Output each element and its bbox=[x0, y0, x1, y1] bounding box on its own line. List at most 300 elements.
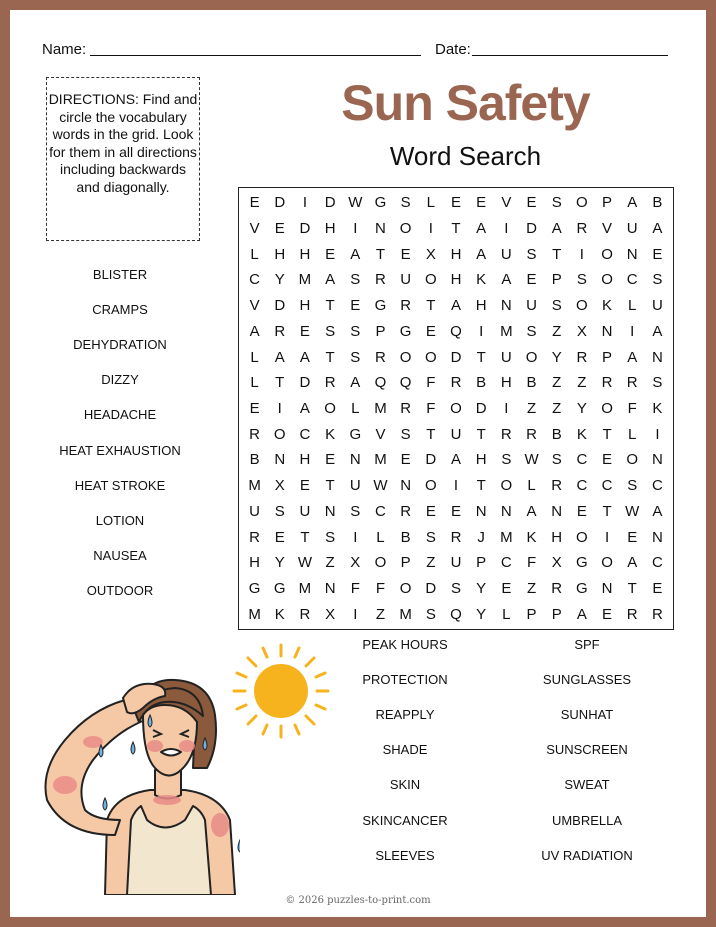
grid-cell[interactable]: I bbox=[277, 399, 282, 417]
grid-cell[interactable]: Y bbox=[476, 579, 487, 597]
grid-cell[interactable]: B bbox=[249, 451, 260, 469]
grid-cell[interactable]: I bbox=[630, 322, 635, 340]
grid-cell[interactable]: T bbox=[325, 297, 335, 315]
grid-cell[interactable]: I bbox=[604, 528, 610, 546]
grid-cell[interactable]: E bbox=[602, 451, 613, 469]
grid-cell[interactable]: V bbox=[249, 220, 260, 238]
grid-cell[interactable]: W bbox=[373, 477, 388, 495]
grid-cell[interactable]: T bbox=[552, 245, 562, 263]
grid-cell[interactable]: O bbox=[626, 451, 639, 469]
grid-cell[interactable]: I bbox=[428, 220, 433, 238]
word-list-item: SKINCANCER bbox=[362, 812, 448, 828]
grid-cell[interactable]: Z bbox=[526, 399, 537, 417]
grid-cell[interactable]: A bbox=[501, 271, 512, 289]
grid-cell[interactable]: P bbox=[476, 554, 487, 572]
grid-cell[interactable]: Z bbox=[426, 554, 436, 572]
grid-cell[interactable]: T bbox=[426, 297, 436, 315]
grid-cell[interactable]: X bbox=[425, 245, 436, 263]
grid-cell[interactable]: O bbox=[399, 220, 412, 238]
grid-cell[interactable]: C bbox=[500, 554, 512, 572]
grid-cell[interactable]: E bbox=[274, 220, 285, 238]
grid-cell[interactable]: E bbox=[325, 451, 336, 469]
grid-cell[interactable]: S bbox=[551, 451, 562, 469]
word-list-item: REAPPLY bbox=[375, 707, 435, 723]
grid-cell[interactable]: F bbox=[375, 579, 386, 597]
grid-cell[interactable]: G bbox=[374, 297, 387, 315]
grid-cell[interactable]: K bbox=[476, 271, 487, 289]
grid-cell[interactable]: E bbox=[576, 502, 587, 520]
grid-cell[interactable]: G bbox=[273, 579, 286, 597]
grid-cell[interactable]: T bbox=[476, 477, 486, 495]
grid-cell[interactable]: R bbox=[576, 348, 588, 366]
grid-cell[interactable]: W bbox=[348, 194, 363, 212]
grid-cell[interactable]: K bbox=[274, 605, 285, 623]
grid-cell[interactable]: O bbox=[576, 297, 588, 315]
grid-cell[interactable]: N bbox=[551, 502, 563, 520]
grid-cell[interactable]: A bbox=[325, 271, 336, 289]
grid-cell[interactable]: U bbox=[500, 245, 512, 263]
grid-cell[interactable]: N bbox=[475, 502, 487, 520]
grid-cell[interactable]: R bbox=[576, 220, 588, 238]
grid-cell[interactable]: S bbox=[274, 502, 285, 520]
grid-cell[interactable]: V bbox=[249, 297, 260, 315]
grid-cell[interactable]: A bbox=[450, 451, 461, 469]
grid-cell[interactable]: S bbox=[450, 579, 461, 597]
grid-cell[interactable]: D bbox=[475, 399, 487, 417]
grid-cell[interactable]: S bbox=[425, 605, 436, 623]
grid-cell[interactable]: Y bbox=[576, 399, 587, 417]
grid-cell[interactable]: I bbox=[579, 245, 584, 263]
grid-cell[interactable]: S bbox=[526, 245, 537, 263]
grid-cell[interactable]: G bbox=[349, 425, 362, 443]
grid-cell[interactable]: E bbox=[450, 502, 461, 520]
grid-cell[interactable]: R bbox=[651, 605, 663, 623]
grid-cell[interactable]: N bbox=[274, 451, 286, 469]
grid-cell[interactable]: Y bbox=[551, 348, 562, 366]
grid-cell[interactable]: S bbox=[652, 271, 663, 289]
grid-cell[interactable]: C bbox=[651, 477, 663, 495]
grid-cell[interactable]: S bbox=[627, 477, 638, 495]
grid-cell[interactable]: O bbox=[374, 554, 387, 572]
grid-cell[interactable]: T bbox=[602, 425, 612, 443]
grid-cell[interactable]: Y bbox=[274, 271, 285, 289]
grid-cell[interactable]: R bbox=[324, 374, 336, 392]
grid-cell[interactable]: U bbox=[626, 220, 638, 238]
grid-cell[interactable]: M bbox=[399, 605, 412, 623]
grid-cell[interactable]: S bbox=[350, 322, 361, 340]
grid-cell[interactable]: E bbox=[627, 528, 638, 546]
grid-cell[interactable]: K bbox=[652, 399, 663, 417]
grid-cell[interactable]: Q bbox=[450, 605, 462, 623]
grid-cell[interactable]: E bbox=[602, 605, 613, 623]
grid-cell[interactable]: T bbox=[451, 220, 461, 238]
grid-cell[interactable]: A bbox=[299, 348, 310, 366]
grid-cell[interactable]: H bbox=[299, 297, 311, 315]
grid-cell[interactable]: Y bbox=[274, 554, 285, 572]
grid-cell[interactable]: E bbox=[652, 245, 663, 263]
word-list-item: PROTECTION bbox=[362, 672, 448, 688]
grid-cell[interactable]: S bbox=[325, 322, 336, 340]
grid-cell[interactable]: Q bbox=[399, 374, 412, 392]
grid-cell[interactable]: M bbox=[500, 528, 513, 546]
grid-cell[interactable]: F bbox=[526, 554, 537, 572]
date-line[interactable] bbox=[472, 55, 668, 56]
grid-cell[interactable]: Z bbox=[375, 605, 386, 623]
grid-cell[interactable]: E bbox=[400, 245, 411, 263]
grid-cell[interactable]: E bbox=[299, 477, 310, 495]
grid-cell[interactable]: I bbox=[479, 322, 484, 340]
grid-cell[interactable]: E bbox=[526, 271, 537, 289]
grid-cell[interactable]: D bbox=[299, 220, 311, 238]
grid-cell[interactable]: O bbox=[399, 348, 412, 366]
grid-cell[interactable]: Q bbox=[450, 322, 462, 340]
grid-cell[interactable]: K bbox=[325, 425, 336, 443]
grid-cell[interactable]: R bbox=[551, 579, 563, 597]
grid-cell[interactable]: S bbox=[400, 425, 411, 443]
grid-cell[interactable]: E bbox=[249, 194, 260, 212]
grid-cell[interactable]: D bbox=[274, 194, 286, 212]
grid-cell[interactable]: E bbox=[450, 194, 461, 212]
grid-cell[interactable]: D bbox=[274, 297, 286, 315]
grid-cell[interactable]: N bbox=[375, 220, 386, 238]
grid-cell[interactable]: E bbox=[501, 579, 512, 597]
grid-cell[interactable]: R bbox=[450, 528, 462, 546]
grid-cell[interactable]: O bbox=[500, 477, 513, 495]
grid-cell[interactable]: U bbox=[349, 477, 361, 495]
grid-cell[interactable]: K bbox=[602, 297, 613, 315]
grid-cell[interactable]: U bbox=[500, 348, 512, 366]
grid-cell[interactable]: N bbox=[601, 322, 613, 340]
grid-cell[interactable]: H bbox=[475, 297, 487, 315]
grid-cell[interactable]: L bbox=[502, 605, 511, 623]
grid-cell[interactable]: S bbox=[501, 451, 512, 469]
grid-cell[interactable]: A bbox=[652, 220, 663, 238]
grid-cell[interactable]: Z bbox=[325, 554, 335, 572]
grid-cell[interactable]: I bbox=[353, 528, 358, 546]
grid-cell[interactable]: K bbox=[576, 425, 587, 443]
grid-cell[interactable]: S bbox=[425, 528, 436, 546]
grid-cell[interactable]: R bbox=[400, 502, 412, 520]
grid-cell[interactable]: X bbox=[551, 554, 562, 572]
grid-cell[interactable]: H bbox=[475, 451, 487, 469]
grid-cell[interactable]: P bbox=[526, 605, 537, 623]
grid-cell[interactable]: M bbox=[374, 451, 387, 469]
grid-cell[interactable]: H bbox=[299, 245, 311, 263]
grid-cell[interactable]: T bbox=[375, 245, 386, 263]
grid-cell[interactable]: Z bbox=[552, 399, 562, 417]
grid-cell[interactable]: X bbox=[350, 554, 361, 572]
grid-cell[interactable]: L bbox=[426, 194, 435, 212]
grid-cell[interactable]: O bbox=[525, 348, 538, 366]
grid-cell[interactable]: R bbox=[450, 374, 462, 392]
grid-cell[interactable]: V bbox=[602, 220, 613, 238]
grid-cell[interactable]: E bbox=[425, 322, 436, 340]
word-list-item: SHADE bbox=[382, 742, 428, 758]
grid-cell[interactable]: G bbox=[399, 322, 412, 340]
grid-cell[interactable]: L bbox=[376, 528, 385, 546]
grid-cell[interactable]: E bbox=[274, 528, 285, 546]
grid-cell[interactable]: A bbox=[652, 322, 663, 340]
grid-cell[interactable]: B bbox=[400, 528, 411, 546]
grid-cell[interactable]: X bbox=[274, 477, 285, 495]
grid-cell[interactable]: L bbox=[351, 399, 360, 417]
grid-cell[interactable]: I bbox=[353, 605, 358, 623]
grid-cell[interactable]: M bbox=[248, 605, 261, 623]
grid-cell[interactable]: A bbox=[350, 374, 361, 392]
grid-cell[interactable]: P bbox=[602, 348, 613, 366]
grid-cell[interactable]: F bbox=[426, 399, 436, 417]
grid-cell[interactable]: E bbox=[249, 399, 260, 417]
grid-cell[interactable]: I bbox=[353, 220, 358, 238]
grid-cell[interactable]: S bbox=[576, 271, 587, 289]
grid-cell[interactable]: O bbox=[399, 579, 412, 597]
grid-cell[interactable]: E bbox=[652, 579, 663, 597]
grid-cell[interactable]: N bbox=[651, 348, 663, 366]
grid-cell[interactable]: T bbox=[325, 348, 335, 366]
grid-cell[interactable]: S bbox=[325, 528, 336, 546]
grid-cell[interactable]: A bbox=[476, 220, 487, 238]
grid-cell[interactable]: A bbox=[299, 399, 310, 417]
grid-cell[interactable]: O bbox=[576, 194, 588, 212]
grid-cell[interactable]: U bbox=[299, 502, 311, 520]
grid-cell[interactable]: O bbox=[601, 245, 613, 263]
grid-cell[interactable]: H bbox=[551, 528, 563, 546]
grid-cell[interactable]: O bbox=[324, 399, 336, 417]
grid-cell[interactable]: T bbox=[275, 374, 285, 392]
grid-cell[interactable]: E bbox=[476, 194, 487, 212]
grid-cell[interactable]: Z bbox=[552, 322, 562, 340]
grid-cell[interactable]: Z bbox=[526, 579, 537, 597]
grid-cell[interactable]: D bbox=[299, 374, 311, 392]
grid-cell[interactable]: T bbox=[426, 425, 436, 443]
grid-cell[interactable]: U bbox=[526, 297, 537, 315]
grid-cell[interactable]: N bbox=[324, 579, 336, 597]
grid-cell[interactable]: D bbox=[425, 451, 437, 469]
grid-cell[interactable]: R bbox=[249, 528, 260, 546]
grid-cell[interactable]: N bbox=[324, 502, 336, 520]
grid-cell[interactable]: L bbox=[527, 477, 536, 495]
grid-cell[interactable]: B bbox=[652, 194, 663, 212]
grid-cell[interactable]: P bbox=[551, 605, 562, 623]
grid-cell[interactable]: D bbox=[425, 579, 437, 597]
grid-cell[interactable]: B bbox=[551, 425, 562, 443]
grid-cell[interactable]: R bbox=[375, 348, 386, 366]
grid-cell[interactable]: I bbox=[453, 477, 459, 495]
grid-cell[interactable]: C bbox=[576, 451, 588, 469]
grid-cell[interactable]: F bbox=[627, 399, 637, 417]
grid-cell[interactable]: A bbox=[249, 322, 260, 340]
grid-cell[interactable]: J bbox=[477, 528, 485, 546]
grid-cell[interactable]: A bbox=[450, 297, 461, 315]
grid-cell[interactable]: R bbox=[551, 477, 563, 495]
grid-cell[interactable]: S bbox=[652, 374, 663, 392]
grid-cell[interactable]: G bbox=[576, 554, 588, 572]
grid-cell[interactable]: O bbox=[424, 477, 437, 495]
grid-cell[interactable]: N bbox=[400, 477, 412, 495]
grid-cell[interactable]: H bbox=[450, 271, 462, 289]
grid-cell[interactable]: M bbox=[298, 271, 312, 289]
grid-cell[interactable]: U bbox=[450, 425, 462, 443]
grid-cell[interactable]: S bbox=[350, 348, 361, 366]
grid-cell[interactable]: R bbox=[274, 322, 286, 340]
grid-cell[interactable]: R bbox=[626, 374, 638, 392]
grid-cell[interactable]: E bbox=[400, 451, 411, 469]
grid-cell[interactable]: F bbox=[350, 579, 360, 597]
grid-cell[interactable]: N bbox=[626, 245, 638, 263]
grid-cell[interactable]: Q bbox=[374, 374, 387, 392]
grid-cell[interactable]: H bbox=[324, 220, 336, 238]
word-list-item: NAUSEA bbox=[93, 547, 147, 563]
grid-cell[interactable]: E bbox=[526, 194, 537, 212]
word-list-item: SUNHAT bbox=[560, 707, 614, 723]
name-line[interactable] bbox=[90, 55, 421, 56]
grid-cell[interactable]: R bbox=[249, 425, 260, 443]
grid-cell[interactable]: C bbox=[601, 477, 613, 495]
grid-cell[interactable]: H bbox=[249, 554, 260, 572]
grid-cell[interactable]: M bbox=[248, 477, 261, 495]
grid-cell[interactable]: V bbox=[501, 194, 512, 212]
grid-cell[interactable]: H bbox=[450, 245, 462, 263]
grid-cell[interactable]: O bbox=[273, 425, 286, 443]
grid-cell[interactable]: M bbox=[374, 399, 387, 417]
grid-cell[interactable]: W bbox=[297, 554, 313, 572]
grid-cell[interactable]: D bbox=[324, 194, 336, 212]
grid-cell[interactable]: S bbox=[400, 194, 411, 212]
grid-cell[interactable]: L bbox=[250, 245, 259, 263]
grid-cell[interactable]: U bbox=[651, 297, 663, 315]
grid-cell[interactable]: L bbox=[250, 348, 259, 366]
grid-cell[interactable]: N bbox=[651, 451, 663, 469]
grid-cell[interactable]: U bbox=[249, 502, 260, 520]
grid-cell[interactable]: E bbox=[350, 297, 361, 315]
grid-cell[interactable]: B bbox=[526, 374, 537, 392]
grid-cell[interactable]: T bbox=[602, 502, 612, 520]
grid-cell[interactable]: Z bbox=[577, 374, 587, 392]
grid-cell[interactable]: C bbox=[249, 271, 260, 289]
grid-cell[interactable]: A bbox=[627, 194, 638, 212]
grid-cell[interactable]: O bbox=[601, 554, 613, 572]
grid-cell[interactable]: O bbox=[601, 399, 613, 417]
grid-cell[interactable]: A bbox=[652, 502, 663, 520]
grid-cell[interactable]: A bbox=[576, 605, 587, 623]
word-list-item: OUTDOOR bbox=[86, 582, 154, 598]
grid-cell[interactable]: C bbox=[299, 425, 311, 443]
grid-cell[interactable]: Z bbox=[552, 374, 562, 392]
grid-cell[interactable]: A bbox=[627, 348, 638, 366]
grid-cell[interactable]: W bbox=[524, 451, 539, 469]
grid-cell[interactable]: V bbox=[375, 425, 386, 443]
grid-cell[interactable]: X bbox=[576, 322, 587, 340]
grid-cell[interactable]: G bbox=[576, 579, 588, 597]
grid-cell[interactable]: C bbox=[651, 554, 663, 572]
grid-cell[interactable]: R bbox=[400, 297, 412, 315]
grid-cell[interactable]: I bbox=[302, 194, 308, 212]
grid-cell[interactable]: A bbox=[526, 502, 537, 520]
grid-cell[interactable]: R bbox=[299, 605, 311, 623]
grid-cell[interactable]: H bbox=[274, 245, 286, 263]
grid-cell[interactable]: W bbox=[625, 502, 640, 520]
grid-cell[interactable]: A bbox=[476, 245, 487, 263]
grid-cell[interactable]: R bbox=[601, 374, 613, 392]
grid-cell[interactable]: R bbox=[400, 399, 412, 417]
grid-cell[interactable]: A bbox=[350, 245, 361, 263]
grid-cell[interactable]: T bbox=[476, 425, 486, 443]
grid-cell[interactable]: F bbox=[426, 374, 436, 392]
grid-cell[interactable]: L bbox=[250, 374, 259, 392]
grid-cell[interactable]: H bbox=[299, 451, 311, 469]
grid-cell[interactable]: M bbox=[298, 579, 312, 597]
grid-cell[interactable]: A bbox=[274, 348, 285, 366]
grid-cell[interactable]: C bbox=[626, 271, 638, 289]
grid-cell[interactable]: B bbox=[476, 374, 487, 392]
grid-cell[interactable]: S bbox=[526, 322, 537, 340]
grid-cell[interactable]: S bbox=[350, 271, 361, 289]
grid-cell[interactable]: Y bbox=[476, 605, 487, 623]
grid-cell[interactable]: P bbox=[551, 271, 562, 289]
grid-cell[interactable]: O bbox=[450, 399, 462, 417]
grid-cell[interactable]: I bbox=[655, 425, 660, 443]
grid-cell[interactable]: L bbox=[628, 425, 637, 443]
grid-cell[interactable]: U bbox=[400, 271, 412, 289]
grid-cell[interactable]: U bbox=[450, 554, 462, 572]
grid-cell[interactable]: N bbox=[651, 528, 663, 546]
grid-cell[interactable]: R bbox=[500, 425, 512, 443]
grid-cell[interactable]: I bbox=[504, 399, 509, 417]
grid-cell[interactable]: H bbox=[500, 374, 512, 392]
grid-cell[interactable]: E bbox=[299, 322, 310, 340]
grid-cell[interactable]: R bbox=[526, 425, 537, 443]
grid-cell[interactable]: S bbox=[551, 194, 562, 212]
grid-cell[interactable]: A bbox=[551, 220, 562, 238]
grid-cell[interactable]: O bbox=[601, 271, 613, 289]
grid-cell[interactable]: E bbox=[425, 502, 436, 520]
grid-cell[interactable]: P bbox=[602, 194, 613, 212]
grid-cell[interactable]: C bbox=[375, 502, 386, 520]
letter-grid[interactable] bbox=[238, 187, 674, 630]
grid-cell[interactable]: P bbox=[375, 322, 386, 340]
grid-cell[interactable]: G bbox=[248, 579, 261, 597]
grid-cell[interactable]: T bbox=[476, 348, 486, 366]
grid-cell[interactable]: O bbox=[576, 528, 588, 546]
grid-cell[interactable]: N bbox=[601, 579, 613, 597]
grid-cell[interactable]: D bbox=[450, 348, 462, 366]
grid-cell[interactable]: S bbox=[551, 297, 562, 315]
grid-cell[interactable]: M bbox=[500, 322, 513, 340]
grid-cell[interactable]: N bbox=[349, 451, 361, 469]
grid-cell[interactable]: A bbox=[627, 554, 638, 572]
grid-cell[interactable]: C bbox=[576, 477, 588, 495]
grid-cell[interactable]: T bbox=[627, 579, 637, 597]
grid-cell[interactable]: N bbox=[500, 297, 512, 315]
date-label: Date: bbox=[435, 41, 471, 58]
grid-cell[interactable]: R bbox=[626, 605, 638, 623]
grid-cell[interactable]: K bbox=[526, 528, 537, 546]
grid-cell[interactable]: S bbox=[350, 502, 361, 520]
grid-cell[interactable]: T bbox=[325, 477, 335, 495]
grid-cell[interactable]: X bbox=[325, 605, 336, 623]
grid-cell[interactable]: P bbox=[400, 554, 411, 572]
grid-cell[interactable]: D bbox=[526, 220, 537, 238]
grid-cell[interactable]: E bbox=[325, 245, 336, 263]
grid-cell[interactable]: L bbox=[628, 297, 637, 315]
grid-cell[interactable]: O bbox=[424, 348, 437, 366]
grid-cell[interactable]: I bbox=[504, 220, 509, 238]
grid-cell[interactable]: R bbox=[375, 271, 386, 289]
grid-cell[interactable]: G bbox=[374, 194, 387, 212]
grid-cell[interactable]: T bbox=[300, 528, 310, 546]
grid-cell[interactable]: N bbox=[500, 502, 512, 520]
grid-cell[interactable]: O bbox=[424, 271, 437, 289]
